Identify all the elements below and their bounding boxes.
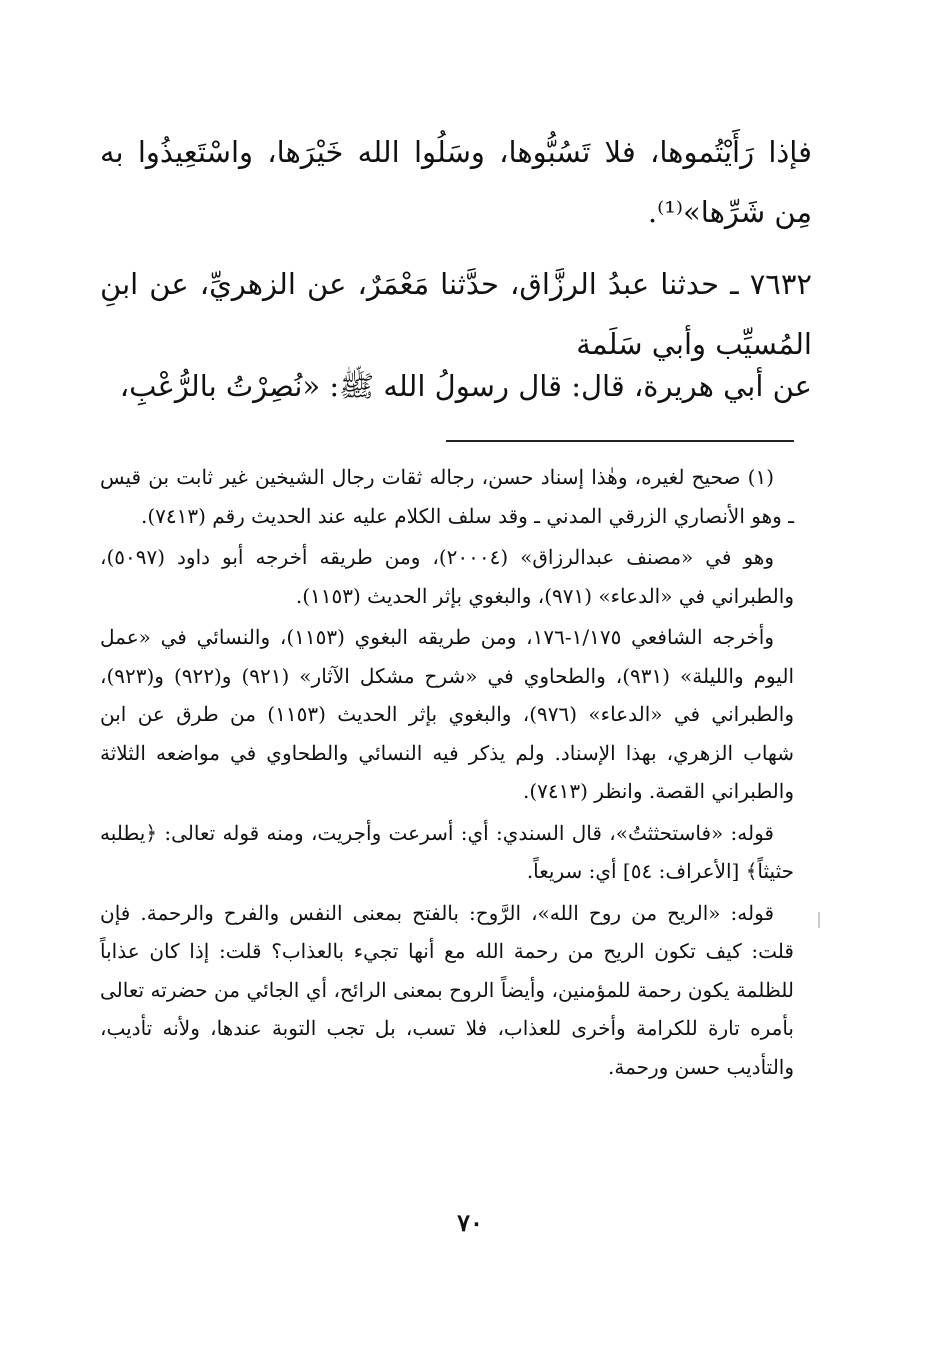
footnote-paragraph: (١) صحيح لغيره، وهٰذا إسناد حسن، رجاله ثقات رجال الشيخين غير ثابت بن قيس ـ وهو الأنصاري الزرقي المدني ـ وقد سلف الكلام عليه عند الحديث رقم (٧٤١٣). <box>100 465 794 528</box>
footnote-paragraph: وهو في «مصنف عبدالرزاق» (٢٠٠٠٤)، ومن طريقه أخرجه أبو داود (٥٠٩٧)، والطبراني في «الدعاء» (٩٧١)، والبغوي بإثر الحديث (١١٥٣). <box>100 545 794 608</box>
footnote-paragraph: وأخرجه الشافعي ١/١٧٥-١٧٦، ومن طريقه البغوي (١١٥٣)، والنسائي في «عمل اليوم والليلة» (٩٣١)، والطحاوي في «شرح مشكل الآثار» (٩٢١) و(٩٢٢) و(٩٢٣)، والطبراني في «الدعاء» (٩٧٦)، والبغوي بإثر الحديث (١١٥٣) من طرق عن ابن شهاب الزهري، بهذا الإسناد. ولم يذكر فيه النسائي والطحاوي في مواضعه الثلاثة والطبراني القصة. وانظر (٧٤١٣). <box>100 625 794 803</box>
main-paragraph: عن أبي هريرة، قال: قال رسولُ الله ﷺ: «نُصِرْتُ بالرُّعْبِ، <box>119 369 812 403</box>
main-paragraph: ٧٦٣٢ ـ حدثنا عبدُ الرزَّاق، حدَّثنا مَعْمَرٌ، عن الزهريِّ، عن ابنِ المُسيِّب وأبي سَلَمة <box>100 267 812 361</box>
hadith-text-continuation <box>100 122 812 242</box>
footnotes-section <box>100 458 794 1089</box>
footnote-paragraph: قوله: «الريح من روح الله»، الرَّوح: بالفتح بمعنى النفس والفرح والرحمة. فإن قلت: كيف تكون الريح من رحمة الله مع أنها تجيء بالعذاب؟ قلت: إذا كان عذاباً للظلمة يكون رحمة للمؤمنين، وأيضاً الروح بمعنى الرائح، أي الجائي من حضرته تعالى بأمره تارة للكرامة وأخرى للعذاب، فلا تسب، بل تجب التوبة عندها، ولأنه تأديب، والتأديب حسن ورحمة. <box>100 900 794 1079</box>
hadith-matn-start <box>100 356 812 416</box>
main-paragraph: فإذا رَأَيْتُموها، فلا تَسُبُّوها، وسَلُوا الله خَيْرَها، واسْتَعِيذُوا به مِن شَرِّها»⁽¹⁾. <box>100 135 812 229</box>
footnote-separator <box>446 440 794 442</box>
footnote-paragraph: قوله: «فاستحثثتُ»، قال السندي: أي: أسرعت وأجريت، ومنه قوله تعالى: ﴿يطلبه حثيثاً﴾ [الأعراف: ٥٤] أي: سريعاً. <box>100 820 794 883</box>
margin-mark <box>818 912 820 928</box>
page-number: ٧٠ <box>457 1208 483 1237</box>
